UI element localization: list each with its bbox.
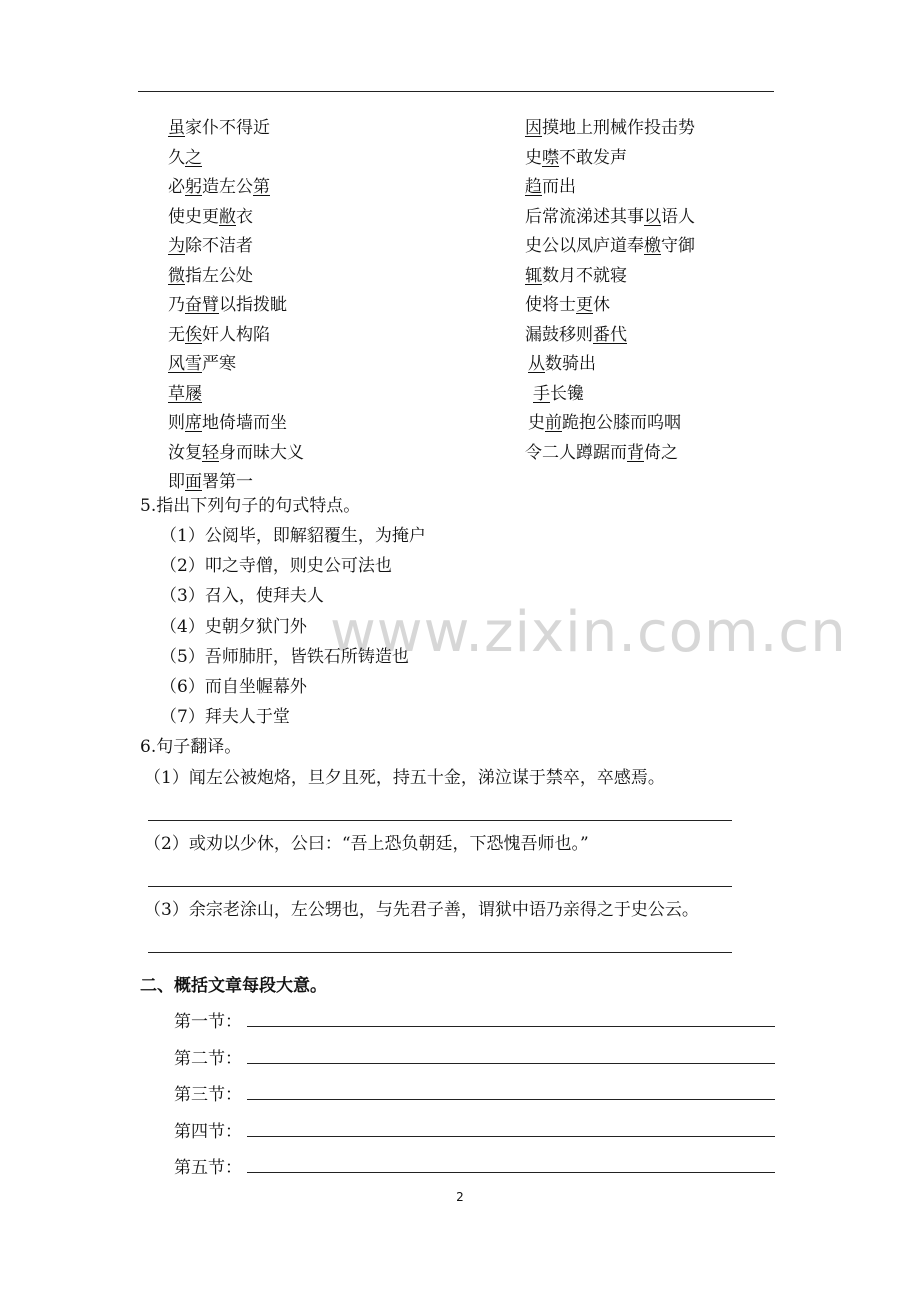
phrase-text: 身而昧大义 bbox=[219, 442, 304, 463]
question-5-item: （7）拜夫人于堂 bbox=[160, 707, 290, 728]
vocab-phrase bbox=[525, 206, 695, 228]
underlined-keyword: 席 bbox=[185, 413, 202, 433]
phrase-text: 休 bbox=[593, 295, 610, 315]
underlined-keyword: 檄 bbox=[644, 236, 661, 256]
phrase-text: 地倚墙而坐 bbox=[202, 413, 287, 433]
underlined-keyword: 更 bbox=[576, 295, 593, 315]
underlined-keyword: 因 bbox=[525, 118, 542, 138]
summary-blank-line[interactable] bbox=[247, 1136, 775, 1137]
vocab-phrase bbox=[525, 117, 695, 139]
phrase-text: 造左公 bbox=[202, 177, 253, 197]
vocab-phrase bbox=[168, 324, 270, 346]
question-5-item: （5）吾师肺肝，皆铁石所铸造也 bbox=[160, 646, 409, 667]
phrase-text: 则 bbox=[168, 413, 185, 433]
header-rule bbox=[138, 91, 774, 92]
phrase-text: 漏鼓移则 bbox=[525, 324, 593, 345]
phrase-text: 后常流涕述其事 bbox=[525, 206, 644, 227]
underlined-keyword: 辄 bbox=[525, 265, 542, 286]
vocab-phrase bbox=[168, 412, 287, 434]
phrase-text: 家仆不得近 bbox=[185, 118, 270, 138]
underlined-keyword: 之 bbox=[185, 147, 202, 168]
phrase-text: 摸地上刑械作投击势 bbox=[542, 118, 695, 138]
question-6-title: 6.句子翻译。 bbox=[140, 737, 242, 757]
underlined-keyword: 虽 bbox=[168, 118, 185, 138]
phrase-text: 汝复 bbox=[168, 442, 202, 463]
question-5-item: （3）召入，使拜夫人 bbox=[160, 586, 324, 607]
underlined-keyword: 俟 bbox=[185, 324, 202, 345]
underlined-keyword: 奋臂 bbox=[185, 295, 219, 315]
vocab-phrase bbox=[528, 353, 596, 375]
phrase-text: 奸人构陷 bbox=[202, 324, 270, 345]
vocab-phrase bbox=[525, 147, 627, 169]
question-5-item: （2）叩之寺僧，则史公可法也 bbox=[160, 556, 392, 577]
phrase-text: 倚之 bbox=[644, 442, 678, 463]
paragraph-summary-label: 第四节： bbox=[174, 1121, 242, 1142]
question-6-item: （2）或劝以少休，公曰：“吾上恐负朝廷，下恐愧吾师也。” bbox=[144, 834, 589, 854]
phrase-text: 除不洁者 bbox=[185, 236, 253, 256]
vocab-phrase bbox=[168, 383, 202, 405]
phrase-text: 必 bbox=[168, 177, 185, 197]
summary-blank-line[interactable] bbox=[247, 1172, 775, 1173]
vocab-phrase bbox=[168, 206, 253, 228]
phrase-text: 数月不就寝 bbox=[542, 265, 627, 286]
section-2-heading: 二、概括文章每段大意。 bbox=[140, 976, 327, 996]
underlined-keyword: 第 bbox=[253, 177, 270, 197]
phrase-text: 严寒 bbox=[202, 354, 236, 374]
underlined-keyword: 敝 bbox=[219, 206, 236, 227]
paragraph-summary-label: 第二节： bbox=[174, 1048, 242, 1069]
underlined-keyword: 从 bbox=[528, 354, 545, 374]
underlined-keyword: 番代 bbox=[593, 324, 627, 345]
phrase-text: 跪抱公膝而呜咽 bbox=[562, 413, 681, 433]
phrase-text: 史公以凤庐道奉 bbox=[525, 236, 644, 256]
paragraph-summary-label: 第三节： bbox=[174, 1085, 242, 1105]
vocab-phrase bbox=[525, 324, 627, 346]
phrase-text: 令二人蹲踞而 bbox=[525, 442, 627, 463]
paragraph-summary-label: 第一节： bbox=[174, 1012, 242, 1032]
question-6-item: （1）闻左公被炮烙，旦夕且死，持五十金，涕泣谋于禁卒，卒感焉。 bbox=[144, 768, 665, 788]
underlined-keyword: 手 bbox=[533, 383, 550, 404]
vocab-phrase bbox=[525, 265, 627, 287]
underlined-keyword: 以 bbox=[644, 206, 661, 227]
phrase-text: 数骑出 bbox=[545, 354, 596, 374]
underlined-keyword: 面 bbox=[185, 472, 202, 492]
phrase-text: 使史更 bbox=[168, 206, 219, 227]
phrase-text: 语人 bbox=[661, 206, 695, 227]
summary-blank-line[interactable] bbox=[247, 1063, 775, 1064]
question-5-item: （6）而自坐幄幕外 bbox=[160, 677, 307, 697]
phrase-text: 长镵 bbox=[550, 383, 584, 404]
paragraph-summary-label: 第五节： bbox=[174, 1158, 242, 1178]
vocab-phrase bbox=[168, 235, 253, 257]
phrase-text: 使将士 bbox=[525, 295, 576, 315]
phrase-text: 无 bbox=[168, 324, 185, 345]
phrase-text: 史 bbox=[528, 413, 545, 433]
vocab-phrase bbox=[168, 471, 253, 493]
question-6-item: （3）余宗老涂山，左公甥也，与先君子善，谓狱中语乃亲得之于史公云。 bbox=[144, 900, 699, 920]
answer-blank-line[interactable] bbox=[148, 820, 732, 821]
vocab-phrase bbox=[168, 294, 287, 316]
phrase-text: 衣 bbox=[236, 206, 253, 227]
vocab-phrase bbox=[525, 235, 695, 257]
phrase-text: 史 bbox=[525, 147, 542, 168]
phrase-text: 即 bbox=[168, 472, 185, 492]
underlined-keyword: 噤 bbox=[542, 147, 559, 168]
vocab-phrase bbox=[168, 265, 253, 287]
vocab-phrase bbox=[168, 442, 304, 464]
phrase-text: 而出 bbox=[542, 177, 576, 197]
question-5-item: （1）公阅毕，即解貂覆生，为掩户 bbox=[160, 526, 426, 546]
phrase-text: 署第一 bbox=[202, 472, 253, 492]
phrase-text: 守御 bbox=[661, 236, 695, 256]
watermark: www.zixin.com.cn bbox=[330, 600, 847, 665]
answer-blank-line[interactable] bbox=[148, 952, 732, 953]
underlined-keyword: 背 bbox=[627, 442, 644, 463]
vocab-phrase bbox=[168, 176, 270, 198]
underlined-keyword: 风雪 bbox=[168, 354, 202, 374]
underlined-keyword: 趋 bbox=[525, 177, 542, 197]
phrase-text: 乃 bbox=[168, 295, 185, 315]
underlined-keyword: 躬 bbox=[185, 177, 202, 197]
question-5-item: （4）史朝夕狱门外 bbox=[160, 616, 307, 637]
vocab-phrase bbox=[525, 442, 678, 464]
underlined-keyword: 轻 bbox=[202, 442, 219, 463]
phrase-text: 以指拨眦 bbox=[219, 295, 287, 315]
underlined-keyword: 前 bbox=[545, 413, 562, 433]
vocab-phrase bbox=[168, 353, 236, 375]
phrase-text: 指左公处 bbox=[185, 265, 253, 286]
vocab-phrase bbox=[528, 412, 681, 434]
vocab-phrase bbox=[533, 383, 584, 405]
underlined-keyword: 草屦 bbox=[168, 383, 202, 404]
underlined-keyword: 微 bbox=[168, 265, 185, 286]
vocab-phrase bbox=[525, 176, 576, 198]
summary-blank-line[interactable] bbox=[247, 1099, 775, 1100]
vocab-phrase bbox=[168, 117, 270, 139]
phrase-text: 不敢发声 bbox=[559, 147, 627, 168]
underlined-keyword: 为 bbox=[168, 236, 185, 256]
answer-blank-line[interactable] bbox=[148, 886, 732, 887]
phrase-text: 久 bbox=[168, 147, 185, 168]
vocab-phrase bbox=[525, 294, 610, 316]
page-number: 2 bbox=[456, 1190, 464, 1204]
question-5-title: 5.指出下列句子的句式特点。 bbox=[140, 496, 361, 516]
summary-blank-line[interactable] bbox=[247, 1026, 775, 1027]
vocab-phrase bbox=[168, 147, 202, 169]
